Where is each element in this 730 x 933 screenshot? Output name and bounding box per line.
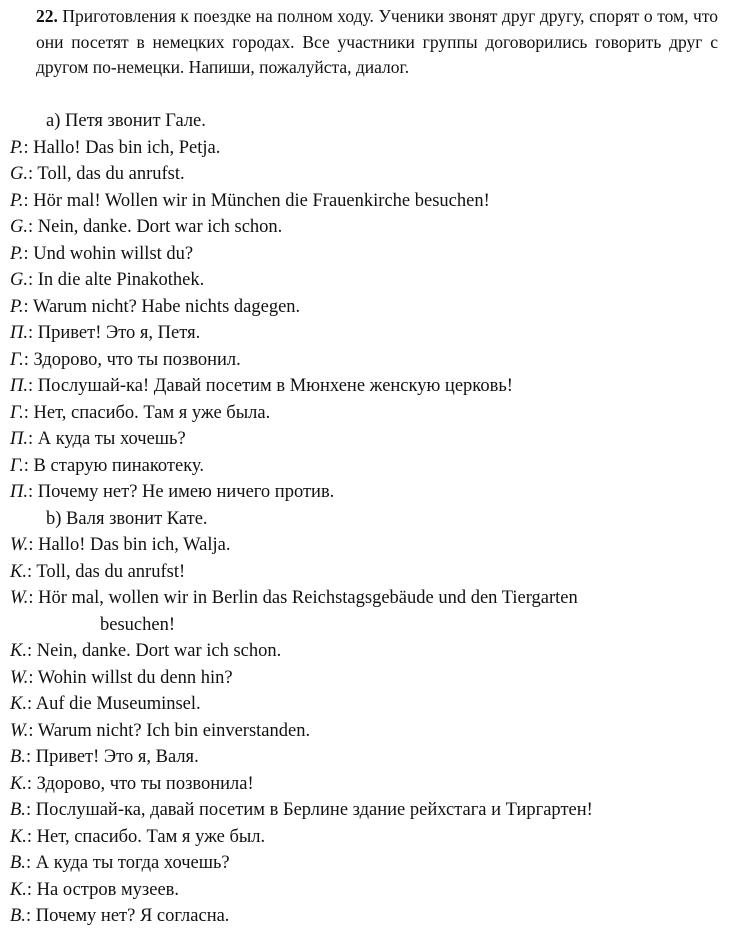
line-text: : Und wohin willst du? [23,243,194,264]
dialogue-line [10,426,725,453]
speaker-label: Г. [10,455,24,476]
dialogue-line [10,373,725,400]
dialogue-line [10,267,725,294]
speaker-label: П. [10,482,28,502]
line-text: : Привет! Это я, Петя. [28,323,201,343]
dialogue-line [10,135,725,162]
line-text: : Здорово, что ты позвонила! [26,773,254,794]
dialogue-a [10,135,725,506]
speaker-label: К. [10,826,27,847]
line-text: : Привет! Это я, Валя. [25,747,199,767]
dialogue-line [10,188,725,215]
dialogues [10,108,725,930]
speaker-label: П. [10,323,28,343]
line-text: : Toll, das du anrufst! [26,561,186,582]
speaker-label: P. [10,137,24,158]
speaker-label: W. [10,535,29,555]
speaker-label: P. [10,190,24,211]
speaker-label: P. [10,243,24,264]
task-number: 22. [36,6,58,26]
dialogue-line [10,214,725,241]
dialogue-b-heading: b) Валя звонит Кате. [46,508,208,529]
speaker-label: K. [10,694,27,714]
line-text: : Wohin willst du denn hin? [28,667,233,688]
dialogue-line [10,665,725,692]
speaker-label: W. [10,588,29,608]
task-statement [12,4,718,81]
line-text: : В старую пинакотеку. [23,455,204,476]
task-text: Приготовления к поездке на полном ходу. Ученики звонят друг другу, спорят о том, что они посетят в немецких городах. Все участники группы договорились говорить друг с другом по-немецки. Напиши, пожалуйста, диалог. [36,6,718,77]
dialogue-b [10,532,725,930]
dialogue-line [10,877,725,904]
line-text: besuchen! [100,614,175,635]
speaker-label: G. [10,164,28,184]
line-text: : Послушай-ка! Давай посетим в Мюнхене женскую церковь! [28,376,513,396]
line-text: : Nein, danke. Dort war ich schon. [26,641,282,661]
dialogue-line [10,744,725,771]
dialogue-line [10,294,725,321]
dialogue-line [10,691,725,718]
dialogue-line [10,638,725,665]
speaker-label: В. [10,800,26,820]
speaker-label: В. [10,853,26,873]
dialogue-line [10,718,725,745]
line-text: : Здорово, что ты позвонил. [23,349,241,370]
dialogue-line [10,453,725,480]
line-text: : Hallo! Das bin ich, Walja. [28,535,231,555]
line-text: : Почему нет? Не имею ничего против. [28,482,335,502]
line-text: : Нет, спасибо. Там я уже был. [26,826,266,847]
speaker-label: P. [10,296,24,317]
speaker-label: W. [10,720,29,741]
line-text: : Toll, das du anrufst. [28,164,185,184]
dialogue-line [10,161,725,188]
speaker-label: В. [10,906,26,926]
dialogue-a-heading: а) Петя звонит Гале. [46,111,206,131]
speaker-label: К. [10,879,27,900]
speaker-label: Г. [10,349,24,370]
dialogue-line [10,532,725,559]
line-text: : Нет, спасибо. Там я уже была. [23,402,271,423]
speaker-label: G. [10,270,28,290]
speaker-label: K. [10,561,27,582]
speaker-label: K. [10,641,27,661]
dialogue-line [10,612,725,639]
speaker-label: В. [10,747,26,767]
dialogue-line [10,347,725,374]
dialogue-line [10,771,725,798]
speaker-label: П. [10,429,28,449]
dialogue-line [10,559,725,586]
line-text: : На остров музеев. [26,879,180,900]
line-text: : Почему нет? Я согласна. [25,906,230,926]
line-text: : Послушай-ка, давай посетим в Берлине здание рейхстага и Тиргартен! [25,800,593,820]
speaker-label: П. [10,376,28,396]
line-text: : Hallo! Das bin ich, Petja. [23,137,221,158]
speaker-label: G. [10,217,28,237]
line-text: : Nein, danke. Dort war ich schon. [28,217,283,237]
line-text: : Warum nicht? Habe nichts dagegen. [23,296,301,317]
line-text: : Warum nicht? Ich bin einverstanden. [28,720,311,741]
line-text: : А куда ты хочешь? [28,429,186,449]
dialogue-line [10,320,725,347]
speaker-label: Г. [10,402,24,423]
line-text: : Hör mal, wollen wir in Berlin das Reichstagsgebäude und den Tiergarten [28,588,578,608]
line-text: : Hör mal! Wollen wir in München die Frauenkirche besuchen! [23,190,490,211]
speaker-label: К. [10,773,27,794]
dialogue-line [10,903,725,930]
line-text: : Auf die Museuminsel. [26,694,201,714]
dialogue-line [10,797,725,824]
dialogue-line [10,824,725,851]
line-text: : In die alte Pinakothek. [28,270,205,290]
dialogue-line [10,241,725,268]
line-text: : А куда ты тогда хочешь? [25,853,230,873]
dialogue-line [10,479,725,506]
dialogue-line [10,850,725,877]
speaker-label: W. [10,667,29,688]
dialogue-line [10,585,725,612]
dialogue-line [10,400,725,427]
